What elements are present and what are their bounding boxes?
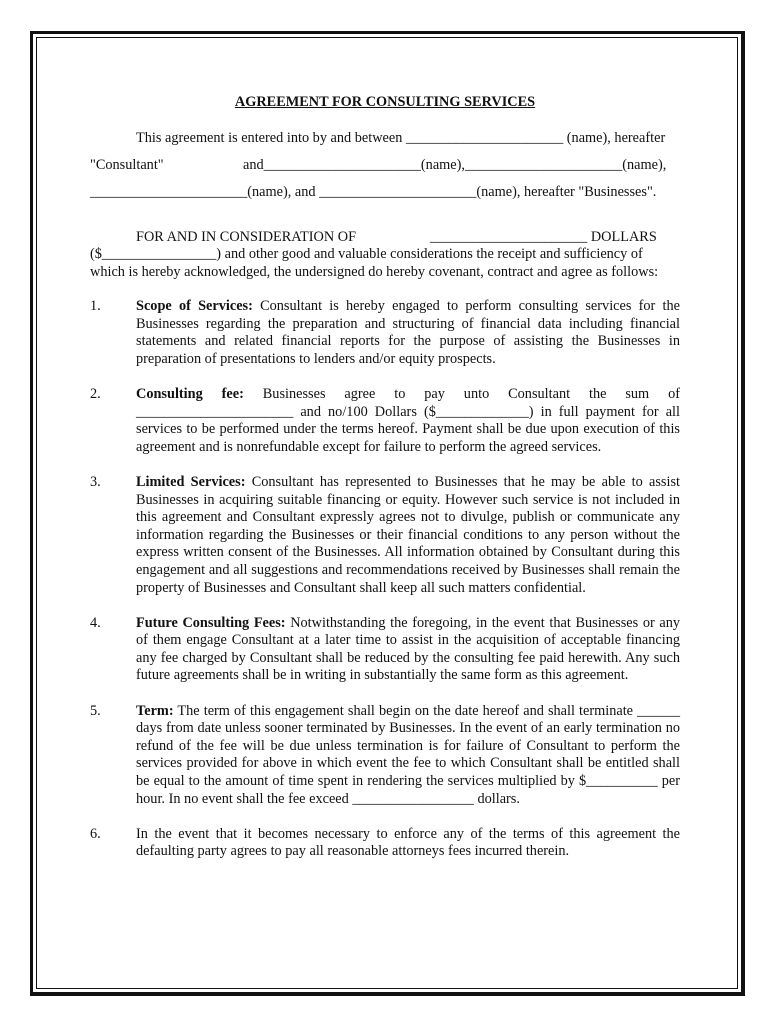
- clause-text: The term of this engagement shall begin on the date hereof and shall terminate ______ days from date unless sooner terminated by Businesses. In the event of an early termination no refund of the fee will be due unless termination is for failure of Consultant to perform the services provided for above in which event the fee to which Consultant shall be entitled shall be equal to the amount of time spent in rendering the services multiplied by $__________ per hour. In no event shall the fee exceed _________________ dollars.: [136, 702, 680, 807]
- clause-heading: Consulting fee:: [136, 385, 244, 402]
- clause-text: Businesses agree to pay unto Consultant the sum of ______________________ and no/100 Dollars ($_____________) in full payment for all services to be performed under the terms hereof. Payment shall be due upon execution of this agreement and is nonrefundable except for failure to perform the agreed services.: [136, 385, 680, 455]
- clause-heading: Scope of Services:: [136, 298, 253, 314]
- clause-4: [90, 615, 680, 685]
- clause-text: Notwithstanding the foregoing, in the event that Businesses or any of them engage Consultant at a later time to assist in the acquisition of acceptable financing any fee charged by Consultant shall be reduced by the consulting fee paid herewith. Any such future agreements shall be in writing in substantially the same form as this agreement.: [136, 614, 680, 684]
- clause-6: [90, 826, 680, 861]
- clause-3: [90, 474, 680, 597]
- clause-heading: Limited Services:: [136, 473, 246, 490]
- clause-5: [90, 703, 680, 809]
- consideration-heading: FOR AND IN CONSIDERATION OF: [136, 229, 357, 245]
- clause-1: [90, 298, 680, 368]
- clause-text: Consultant is hereby engaged to perform consulting services for the Businesses regarding the preparation and structuring of financial data including financial statements and related financial reports for the purpose of assisting the Businesses in preparation of presentations to lenders and/or equity prospects.: [136, 298, 680, 367]
- intro-line-2-consultant: "Consultant": [90, 157, 164, 173]
- consideration-line-2: ($________________) and other good and valuable considerations the receipt and sufficiency of: [90, 246, 643, 262]
- clause-number: 3.: [90, 473, 101, 490]
- consideration-line-3: which is hereby acknowledged, the undersigned do hereby covenant, contract and agree as follows:: [90, 264, 659, 280]
- clause-number: 4.: [90, 614, 101, 631]
- intro-line-1: This agreement is entered into by and between ______________________ (name), hereafter: [136, 130, 666, 146]
- clause-text: In the event that it becomes necessary to enforce any of the terms of this agreement the defaulting party agrees to pay all reasonable attorneys fees incurred therein.: [136, 825, 680, 860]
- intro-line-3: ______________________(name), and ______________________(name), hereafter "Businesses".: [90, 184, 657, 200]
- clause-2: [90, 386, 680, 456]
- document-title: AGREEMENT FOR CONSULTING SERVICES: [234, 94, 536, 110]
- clause-text: Consultant has represented to Businesses that he may be able to assist Businesses in acquiring suitable financing or equity. However such service is not included in this agreement and Consultant expressly agrees not to divulge, publish or communicate any information regarding the Businesses or their financial conditions to any person without the express written consent of the Businesses. All information obtained by Consultant during this engagement and all suggestions and recommendations received by Businesses shall remain the property of Businesses and Consultant shall keep all such matters confidential.: [136, 473, 680, 596]
- intro-line-2-names: and______________________(name),______________________(name),: [243, 157, 667, 173]
- clause-number: 5.: [90, 702, 101, 719]
- consideration-dollars: ______________________ DOLLARS: [430, 229, 657, 245]
- clause-heading: Term:: [136, 702, 174, 719]
- clause-heading: Future Consulting Fees:: [136, 614, 286, 631]
- clause-number: 6.: [90, 825, 101, 842]
- clause-number: 2.: [90, 385, 101, 402]
- clause-number: 1.: [90, 298, 101, 314]
- clause-list: [90, 298, 680, 879]
